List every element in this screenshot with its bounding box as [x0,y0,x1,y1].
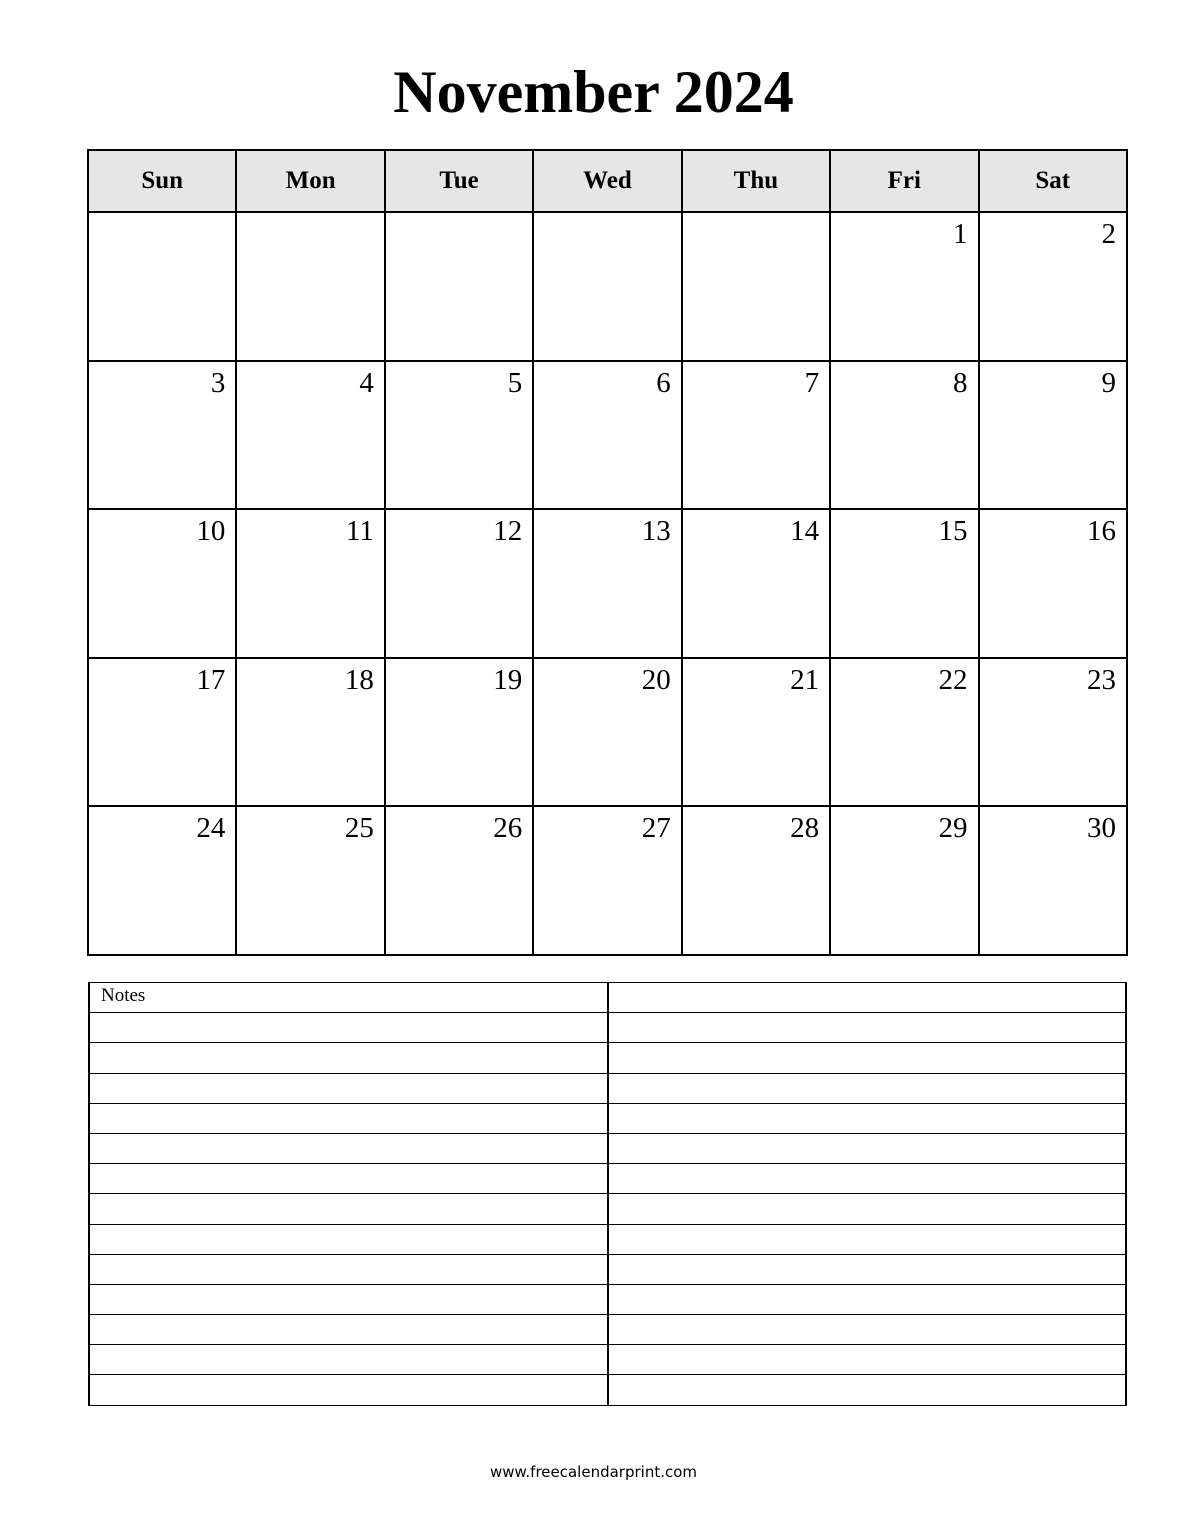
day-cell [385,212,533,361]
footer-website: www.freecalendarprint.com [489,1463,698,1481]
notes-line [89,983,1126,1013]
notes-line [89,1073,1126,1103]
week-row [88,658,1127,807]
notes-cell [89,1013,608,1043]
day-number: 23 [1087,663,1116,696]
notes-cell [608,1315,1127,1345]
notes-line [89,1043,1126,1073]
notes-cell [89,1315,608,1345]
notes-cell [89,1073,608,1103]
day-cell [533,361,681,510]
day-number: 20 [641,663,671,696]
day-cell [979,361,1127,510]
day-cell [236,361,384,510]
day-cell [830,806,978,955]
day-number: 11 [345,515,374,548]
day-number [237,213,383,217]
day-cell [533,212,681,361]
day-cell [533,658,681,807]
day-number: 27 [641,812,671,845]
notes-cell [89,1254,608,1284]
notes-cell [608,1133,1127,1163]
week-row [88,212,1127,361]
notes-table [88,982,1127,1406]
notes-line [89,1345,1126,1375]
day-cell [979,509,1127,658]
day-cell [682,509,830,658]
notes-line [89,1224,1126,1254]
day-cell [88,658,236,807]
day-cell [979,212,1127,361]
notes-cell [608,983,1127,1013]
day-number [683,213,829,217]
notes-cell [89,1043,608,1073]
day-number: 13 [641,515,671,548]
notes-cell [608,1375,1127,1405]
notes-cell [608,1164,1127,1194]
day-cell [533,509,681,658]
day-cell [830,361,978,510]
day-number: 21 [790,663,820,696]
week-row [88,509,1127,658]
day-number: 9 [1101,366,1116,399]
notes-cell [608,1043,1127,1073]
day-number [534,213,680,217]
notes-line [89,1194,1126,1224]
notes-line [89,1103,1126,1133]
notes-line [89,1254,1126,1284]
day-cell [88,509,236,658]
day-cell [830,212,978,361]
weekday-header-sat: Sat [979,150,1127,212]
day-number: 29 [938,812,968,845]
day-number: 22 [938,663,968,696]
notes-cell [608,1345,1127,1375]
day-cell [830,658,978,807]
notes-cell [608,1254,1127,1284]
day-cell [236,806,384,955]
weekday-header-thu: Thu [682,150,830,212]
day-number: 30 [1087,812,1116,845]
day-number: 19 [493,663,523,696]
notes-line [89,1315,1126,1345]
day-cell [236,658,384,807]
day-cell [682,361,830,510]
weekday-header-mon: Mon [236,150,384,212]
day-number: 14 [790,515,820,548]
day-number: 16 [1087,515,1116,548]
day-cell [533,806,681,955]
day-cell [682,212,830,361]
day-number: 18 [344,663,374,696]
day-cell [830,509,978,658]
week-row [88,361,1127,510]
day-cell [236,509,384,658]
day-number: 17 [196,663,226,696]
weekday-header-row [88,150,1127,212]
day-number: 4 [359,366,374,399]
notes-cell [89,1224,608,1254]
day-cell [88,361,236,510]
calendar-grid [87,149,1128,956]
day-number: 2 [1101,218,1116,250]
day-number: 25 [344,812,374,845]
day-number: 28 [790,812,820,845]
day-cell [385,509,533,658]
notes-cell [89,1345,608,1375]
day-number: 12 [493,515,523,548]
day-number: 3 [210,366,226,399]
notes-cell [608,1194,1127,1224]
notes-cell [608,1103,1127,1133]
day-number: 10 [196,515,226,548]
weekday-header-tue: Tue [385,150,533,212]
day-cell [385,361,533,510]
day-number: 15 [938,515,968,548]
day-number [386,213,532,217]
notes-line [89,1013,1126,1043]
day-number: 24 [196,812,226,845]
weekday-header-fri: Fri [830,150,978,212]
day-cell [979,806,1127,955]
notes-cell [608,1224,1127,1254]
notes-cell [89,1103,608,1133]
weekday-header-wed: Wed [533,150,681,212]
day-cell [979,658,1127,807]
day-number: 26 [493,812,523,845]
day-cell [88,806,236,955]
day-cell [682,806,830,955]
week-row [88,806,1127,955]
notes-line [89,1164,1126,1194]
notes-cell [89,1164,608,1194]
notes-cell [89,1194,608,1224]
day-cell [385,658,533,807]
day-cell [236,212,384,361]
day-number: 7 [804,366,820,399]
page-title: November 2024 [393,59,794,125]
notes-cell [89,1375,608,1405]
notes-label: Notes [89,983,608,1013]
notes-cell [89,1284,608,1314]
day-number: 1 [953,218,968,250]
notes-line [89,1133,1126,1163]
notes-cell [608,1013,1127,1043]
day-number: 8 [953,366,968,399]
weekday-header-sun: Sun [88,150,236,212]
day-cell [385,806,533,955]
day-number [89,213,235,217]
day-number: 5 [507,366,523,399]
day-cell [88,212,236,361]
notes-cell [608,1073,1127,1103]
notes-line [89,1284,1126,1314]
day-cell [682,658,830,807]
day-number: 6 [656,366,671,399]
notes-line [89,1375,1126,1405]
notes-cell [608,1284,1127,1314]
notes-cell [89,1133,608,1163]
